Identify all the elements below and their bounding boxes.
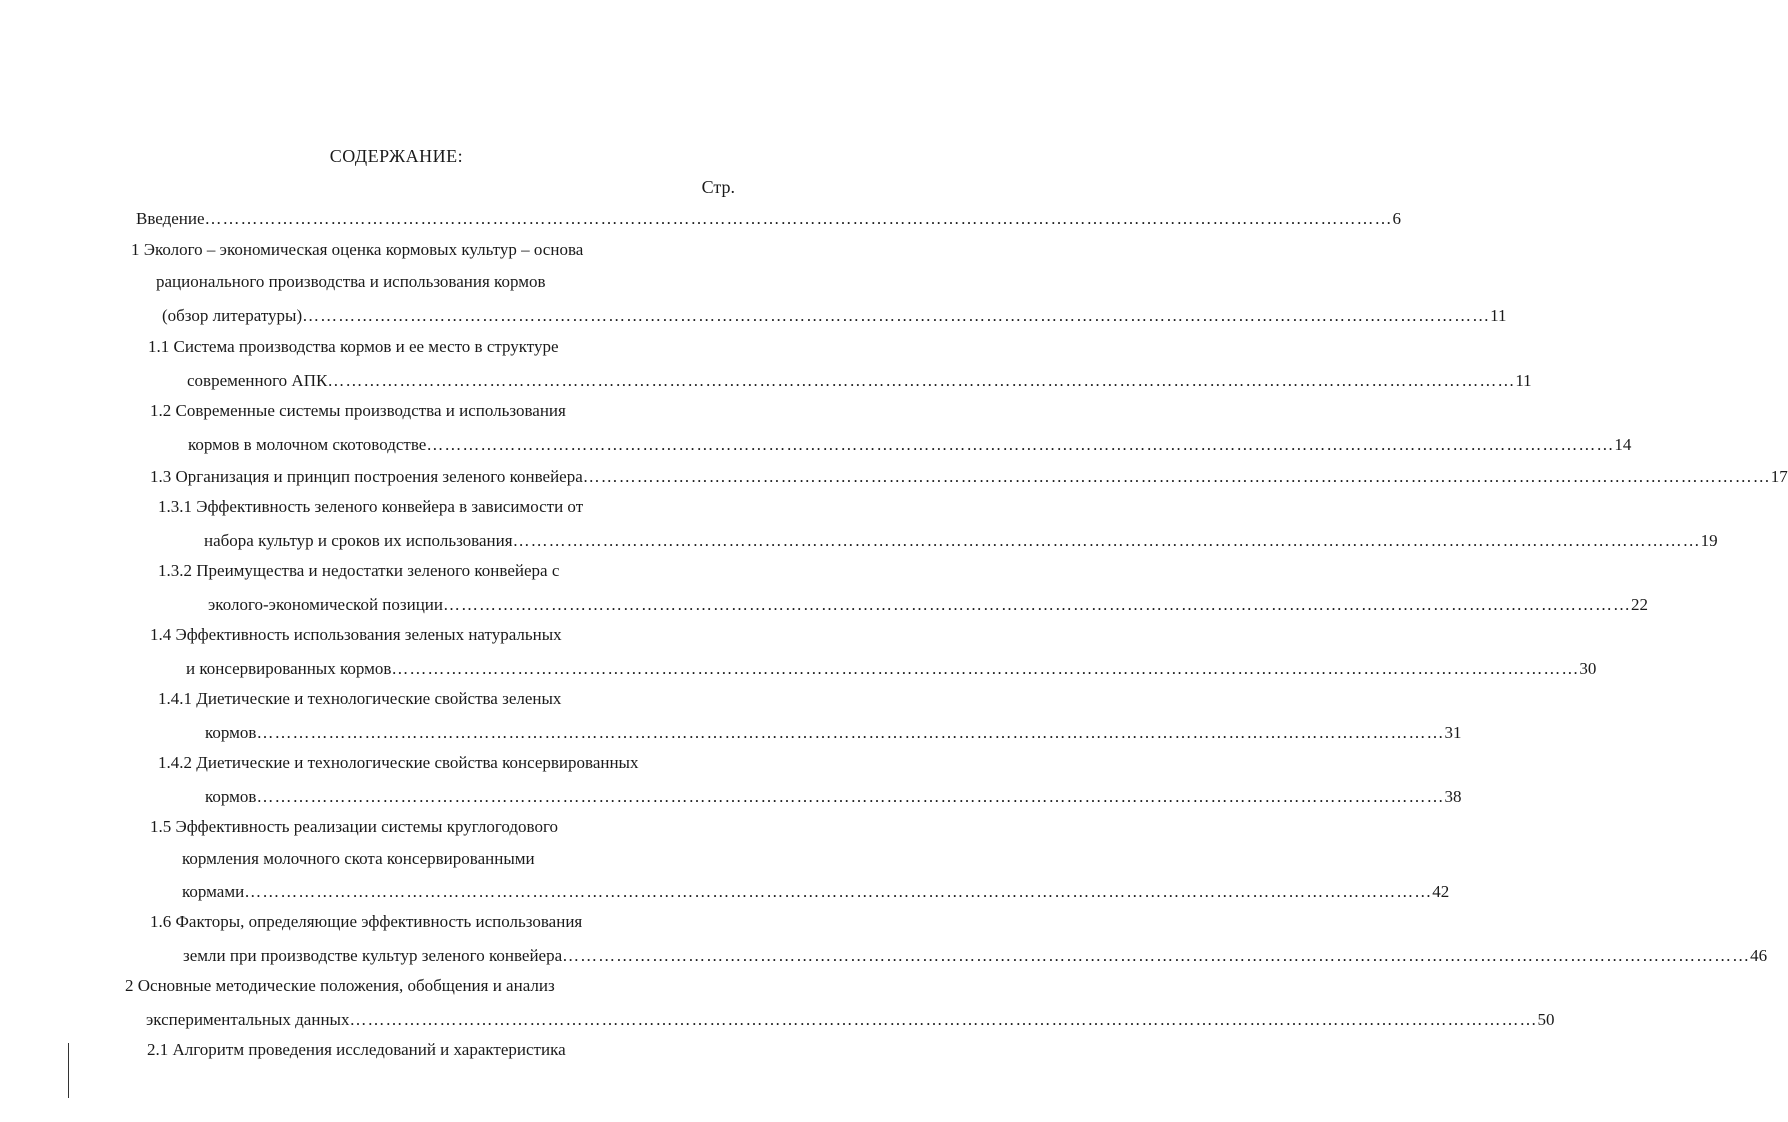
toc-entry-1-1[interactable] xyxy=(187,369,1532,391)
toc-entry-1-3-1-line1[interactable]: 1.3.1 Эффективность зеленого конвейера в зависимости от xyxy=(158,497,584,516)
toc-entry-page: 42 xyxy=(1432,882,1450,901)
toc-entry-page: 22 xyxy=(1631,595,1648,614)
toc-entry-text: набора культур и сроков их использования xyxy=(204,531,513,550)
toc-entry-page: 30 xyxy=(1579,659,1597,678)
toc-entry-text: Введение xyxy=(136,209,205,228)
leader-dots: ……………………………………………………………………………………………………………………………………………………………………………… xyxy=(391,659,1580,678)
toc-entry-1-5-line2: кормления молочного скота консервированными xyxy=(182,849,535,868)
toc-entry-text: 1.3 Организация и принцип построения зеленого конвейера xyxy=(150,467,583,486)
toc-entry-page: 31 xyxy=(1444,723,1462,742)
toc-entry-page: 50 xyxy=(1537,1010,1555,1029)
toc-entry-1-5-line1[interactable]: 1.5 Эффективность реализации системы круглогодового xyxy=(150,817,559,836)
toc-entry-2-1-line1[interactable]: 2.1 Алгоритм проведения исследований и характеристика xyxy=(147,1040,566,1059)
toc-entry-text: кормов xyxy=(205,787,257,806)
leader-dots: ……………………………………………………………………………………………………………………………………………………………………………… xyxy=(512,531,1701,550)
leader-dots: ……………………………………………………………………………………………………………………………………………………………………………… xyxy=(349,1010,1538,1029)
toc-entry-1-5[interactable] xyxy=(182,880,1450,902)
leader-dots: ……………………………………………………………………………………………………………………………………………………………………………… xyxy=(204,209,1393,228)
toc-entry-text: земли при производстве культур зеленого конвейера xyxy=(183,946,563,965)
page-column-header: Стр. xyxy=(701,177,735,197)
toc-entry-1-4-1-line1[interactable]: 1.4.1 Диетические и технологические свойства зеленых xyxy=(158,689,562,708)
toc-entry-page: 11 xyxy=(1515,371,1532,390)
toc-entry-1-2[interactable] xyxy=(188,433,1632,455)
toc-entry-text: кормами xyxy=(182,882,245,901)
toc-title: СОДЕРЖАНИЕ: xyxy=(329,146,464,166)
toc-entry-page: 6 xyxy=(1392,209,1402,228)
leader-dots: ……………………………………………………………………………………………………………………………………………………………………………… xyxy=(302,306,1491,325)
toc-entry-chapter-2[interactable] xyxy=(146,1008,1555,1030)
leader-dots: ……………………………………………………………………………………………………………………………………………………………………………… xyxy=(327,371,1516,390)
toc-entry-text: современного АПК xyxy=(187,371,328,390)
toc-entry-1-4-1[interactable] xyxy=(205,721,1462,743)
toc-entry-chapter-1-line1[interactable]: 1 Эколого – экономическая оценка кормовых культур – основа xyxy=(131,240,584,259)
leader-dots: ……………………………………………………………………………………………………………………………………………………………………………… xyxy=(256,723,1445,742)
toc-entry-page: 19 xyxy=(1700,531,1718,550)
toc-entry-1-1-line1[interactable]: 1.1 Система производства кормов и ее место в структуре xyxy=(148,337,559,356)
toc-entry-text: кормов xyxy=(205,723,257,742)
toc-entry-chapter-2-line1[interactable]: 2 Основные методические положения, обобщения и анализ xyxy=(125,976,555,995)
toc-entry-1-4-line1[interactable]: 1.4 Эффективность использования зеленых натуральных xyxy=(150,625,562,644)
toc-entry-text: экспериментальных данных xyxy=(146,1010,350,1029)
leader-dots: ……………………………………………………………………………………………………………………………………………………………………………… xyxy=(582,467,1771,486)
leader-dots: ……………………………………………………………………………………………………………………………………………………………………………… xyxy=(443,595,1631,614)
toc-entry-1-4-2[interactable] xyxy=(205,785,1462,807)
toc-entry-text: (обзор литературы) xyxy=(162,306,303,325)
toc-entry-text: кормов в молочном скотоводстве xyxy=(188,435,427,454)
toc-entry-text: и консервированных кормов xyxy=(186,659,392,678)
toc-entry-1-4-2-line1[interactable]: 1.4.2 Диетические и технологические свойства консервированных xyxy=(158,753,639,772)
toc-entry-1-3-1[interactable] xyxy=(204,529,1718,551)
leader-dots: ……………………………………………………………………………………………………………………………………………………………………………… xyxy=(562,946,1751,965)
toc-entry-page: 38 xyxy=(1444,787,1462,806)
toc-entry-1-6-line1[interactable]: 1.6 Факторы, определяющие эффективность использования xyxy=(150,912,583,931)
toc-entry-1-4[interactable] xyxy=(186,657,1597,679)
toc-entry-1-3-2-line1[interactable]: 1.3.2 Преимущества и недостатки зеленого конвейера с xyxy=(158,561,560,580)
toc-entry-page: 11 xyxy=(1490,306,1507,325)
toc-entry-page: 17 xyxy=(1770,467,1788,486)
toc-entry-text: эколого-экономической позиции xyxy=(208,595,443,614)
toc-entry-chapter-1-line2: рационального производства и использования кормов xyxy=(156,272,546,291)
leader-dots: ……………………………………………………………………………………………………………………………………………………………………………… xyxy=(244,882,1433,901)
leader-dots: ……………………………………………………………………………………………………………………………………………………………………………… xyxy=(426,435,1615,454)
toc-entry-1-2-line1[interactable]: 1.2 Современные системы производства и использования xyxy=(150,401,566,420)
scan-margin-line xyxy=(68,1043,69,1098)
toc-entry-introduction[interactable] xyxy=(136,207,1402,229)
toc-entry-1-3[interactable] xyxy=(150,465,1788,487)
toc-entry-1-3-2[interactable] xyxy=(208,593,1648,615)
leader-dots: ……………………………………………………………………………………………………………………………………………………………………………… xyxy=(256,787,1445,806)
toc-entry-1-6[interactable] xyxy=(183,944,1768,966)
toc-entry-chapter-1[interactable] xyxy=(162,304,1507,326)
toc-entry-page: 14 xyxy=(1614,435,1632,454)
toc-entry-page: 46 xyxy=(1750,946,1768,965)
